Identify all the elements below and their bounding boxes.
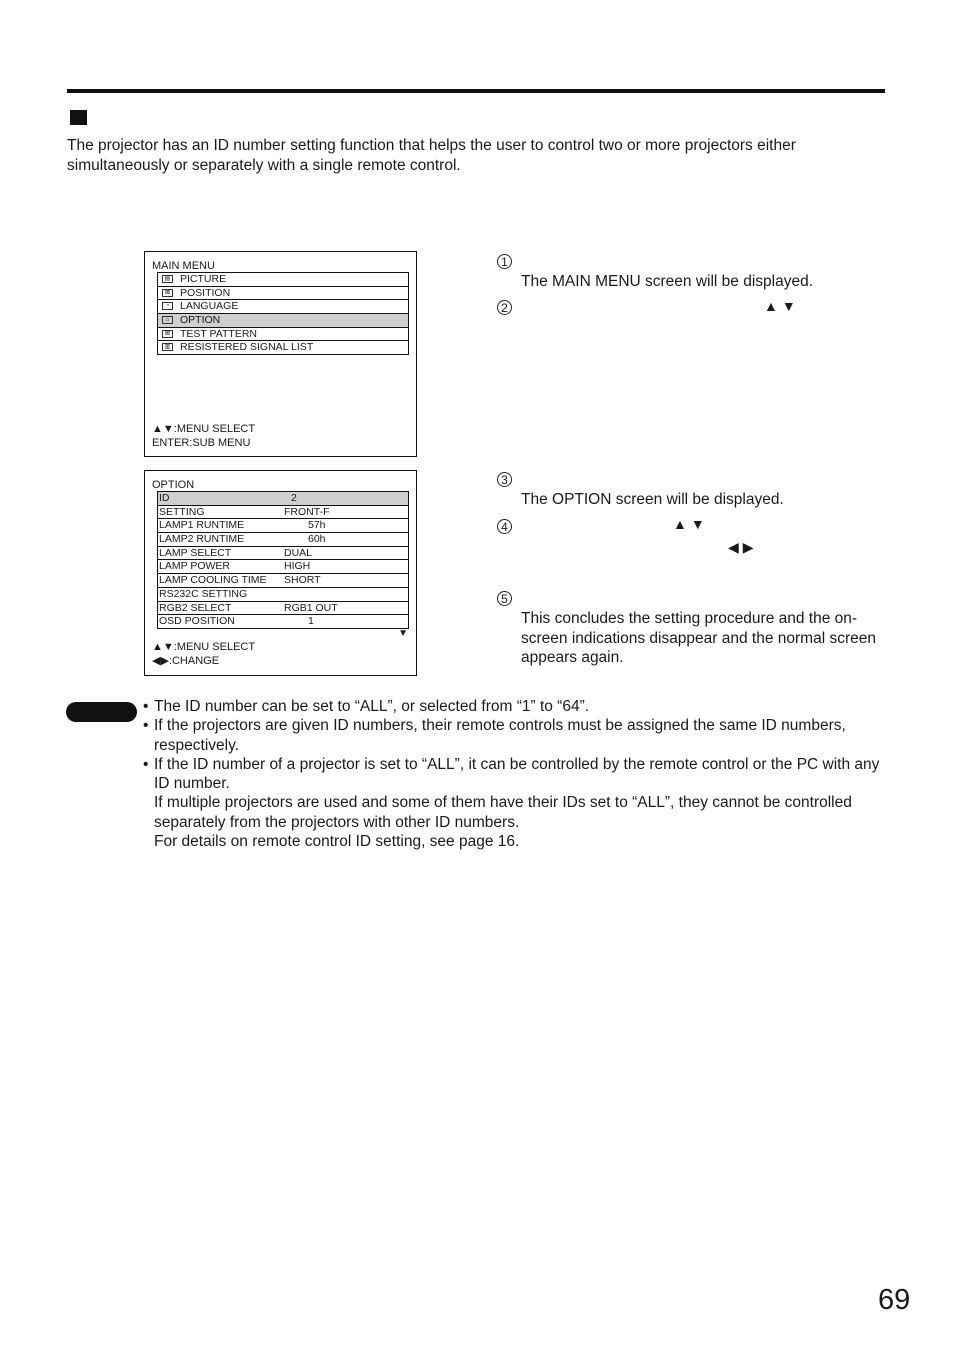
option-item-value: 2: [291, 492, 297, 504]
step-number-2: 2: [497, 300, 512, 315]
page-number: 69: [878, 1284, 911, 1316]
note-text: If the ID number of a projector is set to “ALL”, it can be controlled by the remote control or the PC with any ID number.: [154, 755, 880, 793]
main-menu-item-picture: [158, 273, 408, 287]
option-item-lamp2-runtime: [158, 533, 408, 547]
main-menu-footer-line: ENTER:SUB MENU: [152, 437, 251, 449]
option-item-label: SETTING: [159, 505, 205, 518]
option-item-value: 57h: [308, 519, 326, 532]
option-item-value: DUAL: [284, 546, 313, 559]
note-text: If the projectors are given ID numbers, their remote controls must be assigned the same ID numbers, respectively.: [154, 717, 846, 754]
main-menu-item-label: OPTION: [180, 314, 221, 327]
note-text: For details on remote control ID setting, see page 16.: [154, 833, 520, 851]
option-item-label: LAMP2 RUNTIME: [159, 533, 245, 546]
option-item-lamp1-runtime: [158, 519, 408, 533]
language-icon: ◔: [162, 302, 173, 310]
main-menu-item-label: RESISTERED SIGNAL LIST: [180, 341, 314, 354]
main-menu-title: MAIN MENU: [152, 260, 215, 272]
option-item-value: RGB1 OUT: [284, 601, 338, 614]
step-number-5: 5: [497, 591, 512, 606]
step-text-5: This concludes the setting procedure and the on-screen indications disappear and the normal screen appears again.: [521, 610, 876, 666]
picture-icon: ▤: [162, 275, 173, 283]
option-item-value: FRONT-F: [284, 505, 330, 518]
option-menu-screen: [144, 470, 417, 676]
main-menu-screen: [144, 251, 417, 457]
up-down-arrow-icon: ▲▼: [764, 298, 800, 314]
scroll-down-icon: ▼: [398, 628, 408, 639]
signal-list-icon: ▥: [162, 343, 173, 351]
option-item-lamp-cooling-time: [158, 574, 408, 588]
note-continuation: [143, 832, 883, 851]
option-item-lamp-select: [158, 547, 408, 561]
intro-paragraph: The projector has an ID number setting function that helps the user to control two or more projectors either simultaneously or separately with a single remote control.: [67, 137, 796, 174]
main-menu-item-label: PICTURE: [180, 273, 227, 285]
option-item-setting: [158, 506, 408, 520]
main-menu-item-position: [158, 287, 408, 301]
main-menu-item-label: POSITION: [180, 286, 231, 299]
step-number-3: 3: [497, 472, 512, 487]
option-item-value: 1: [308, 615, 314, 628]
step-text-3: The OPTION screen will be displayed.: [521, 491, 784, 508]
step-text-1: The MAIN MENU screen will be displayed.: [521, 273, 814, 290]
test-pattern-icon: ⊠: [162, 330, 173, 338]
main-menu-item-language: [158, 300, 408, 314]
option-item-label: RGB2 SELECT: [159, 601, 232, 614]
position-icon: ⊠: [162, 289, 173, 297]
main-menu-item-option: [158, 314, 408, 328]
section-marker: [70, 110, 87, 125]
option-item-label: LAMP1 RUNTIME: [159, 519, 245, 532]
option-icon: ⌂: [162, 316, 173, 324]
option-menu-footer-line: ▲▼:MENU SELECT: [152, 641, 256, 653]
up-down-arrow-icon: ▲▼: [673, 516, 709, 532]
option-item-id: [158, 492, 408, 506]
option-item-osd-position: [158, 615, 408, 628]
option-item-rs232c-setting: [158, 588, 408, 602]
step-number-1: 1: [497, 254, 512, 269]
option-item-label: LAMP COOLING TIME: [159, 574, 267, 587]
option-item-rgb2-select: [158, 602, 408, 616]
option-menu-list: [157, 491, 409, 629]
note-item: [143, 697, 883, 716]
note-item: [143, 716, 883, 755]
main-menu-footer: [152, 422, 255, 450]
option-item-label: ID: [159, 492, 170, 504]
note-badge: [66, 702, 137, 722]
bullet: •: [143, 717, 149, 735]
option-menu-footer-line: ◀▶:CHANGE: [152, 655, 220, 667]
note-continuation: [143, 793, 883, 832]
notes-list: [143, 697, 883, 851]
option-item-value: SHORT: [284, 574, 321, 587]
note-text: The ID number can be set to “ALL”, or selected from “1” to “64”.: [154, 698, 590, 715]
main-menu-item-label: TEST PATTERN: [180, 327, 258, 340]
option-item-label: RS232C SETTING: [159, 587, 248, 600]
option-item-label: LAMP SELECT: [159, 546, 232, 559]
option-menu-title: OPTION: [152, 479, 195, 491]
main-menu-list: [157, 272, 409, 355]
main-menu-item-test-pattern: [158, 328, 408, 342]
top-rule: [67, 89, 885, 93]
left-right-arrow-icon: ◀▶: [728, 539, 758, 555]
option-item-value: HIGH: [284, 560, 311, 573]
bullet: •: [143, 698, 149, 715]
step-number-4: 4: [497, 519, 512, 534]
note-item: [143, 755, 883, 794]
option-item-label: OSD POSITION: [159, 615, 235, 628]
option-item-value: 60h: [308, 533, 326, 546]
main-menu-item-signal-list: [158, 341, 408, 354]
option-item-lamp-power: [158, 560, 408, 574]
option-item-label: LAMP POWER: [159, 560, 230, 573]
bullet: •: [143, 755, 149, 773]
note-text: If multiple projectors are used and some of them have their IDs set to “ALL”, they cannot be controlled separately from the projectors with other ID numbers.: [154, 794, 852, 831]
main-menu-footer-line: ▲▼:MENU SELECT: [152, 423, 256, 435]
option-menu-footer: [152, 640, 255, 668]
main-menu-item-label: LANGUAGE: [180, 300, 239, 313]
